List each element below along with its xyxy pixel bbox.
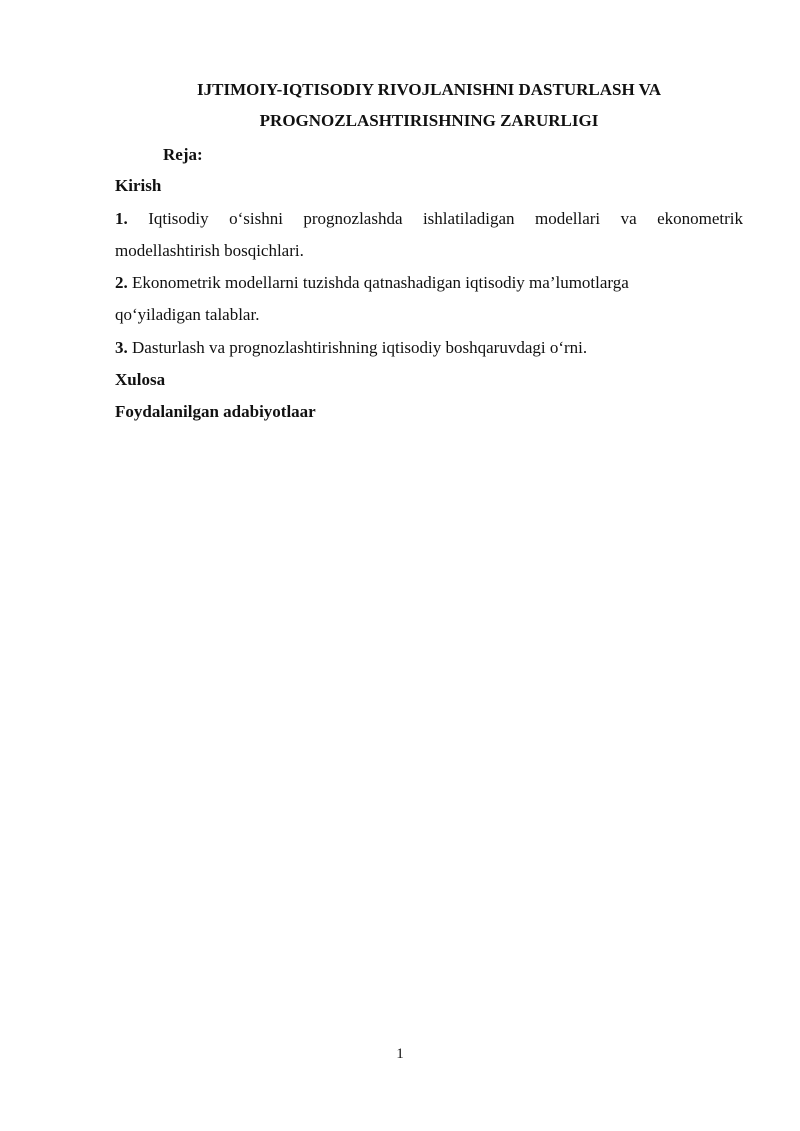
plan-item-3-number: 3. — [115, 338, 128, 357]
plan-item-1-number: 1. — [115, 209, 128, 228]
title-line-1: IJTIMOIY-IQTISODIY RIVOJLANISHNI DASTURLASH VA — [197, 80, 661, 99]
plan-item-2-text: Ekonometrik modellarni tuzishda qatnashadigan iqtisodiy ma’lumotlarga — [132, 273, 629, 292]
plan-item-1-text: Iqtisodiy o‘sishni prognozlashda ishlatiladigan modellari va ekonometrik — [148, 209, 744, 228]
plan-item-2-line-1 — [115, 272, 629, 294]
plan-item-2-line-2: qo‘yiladigan talablar. — [115, 305, 260, 324]
document-title — [115, 74, 743, 136]
intro-heading: Kirish — [115, 176, 162, 195]
references-heading: Foydalanilgan adabiyotlaar — [115, 402, 316, 421]
plan-heading: Reja: — [163, 145, 203, 164]
plan-item-1-line-2: modellashtirish bosqichlari. — [115, 241, 304, 260]
plan-item-2-number: 2. — [115, 273, 128, 292]
page-number: 1 — [396, 1046, 404, 1062]
plan-item-1-line-1 — [115, 208, 743, 230]
conclusion-heading: Xulosa — [115, 370, 166, 389]
plan-item-3-text: Dasturlash va prognozlashtirishning iqtisodiy boshqaruvdagi o‘rni. — [132, 338, 588, 357]
plan-item-3-line-1 — [115, 337, 587, 359]
title-line-2: PROGNOZLASHTIRISHNING ZARURLIGI — [259, 111, 599, 130]
